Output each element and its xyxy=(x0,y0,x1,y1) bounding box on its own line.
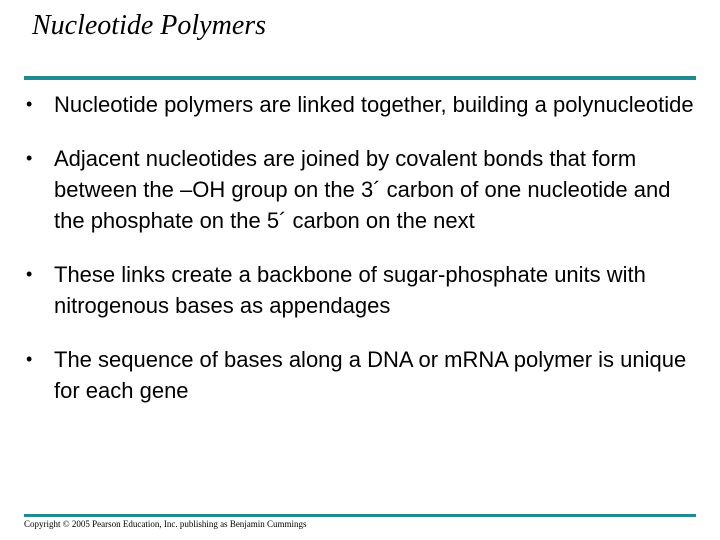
bullet-text: Adjacent nucleotides are joined by covalent bonds that form between the –OH group on the 3´ carbon of one nucleotide and the phosphate on the 5´ carbon on the next xyxy=(54,146,671,233)
copyright-footer: Copyright © 2005 Pearson Education, Inc. publishing as Benjamin Cummings xyxy=(24,519,307,529)
bullet-icon: • xyxy=(26,264,33,284)
bullet-text: The sequence of bases along a DNA or mRNA polymer is unique for each gene xyxy=(54,347,687,403)
bullet-item-2 xyxy=(26,143,696,236)
bullet-icon: • xyxy=(26,349,33,369)
bullet-item-4 xyxy=(26,344,696,406)
bullet-item-1 xyxy=(26,89,696,120)
bullet-item-3 xyxy=(26,259,696,321)
title-divider xyxy=(24,76,696,80)
bullet-list xyxy=(26,89,696,406)
slide-title: Nucleotide Polymers xyxy=(32,10,267,41)
bullet-text: These links create a backbone of sugar-phosphate units with nitrogenous bases as appendages xyxy=(54,262,646,318)
bullet-text: Nucleotide polymers are linked together, building a polynucleotide xyxy=(54,92,694,117)
footer-divider xyxy=(24,514,696,517)
bullet-icon: • xyxy=(26,94,33,114)
bullet-icon: • xyxy=(26,148,33,168)
